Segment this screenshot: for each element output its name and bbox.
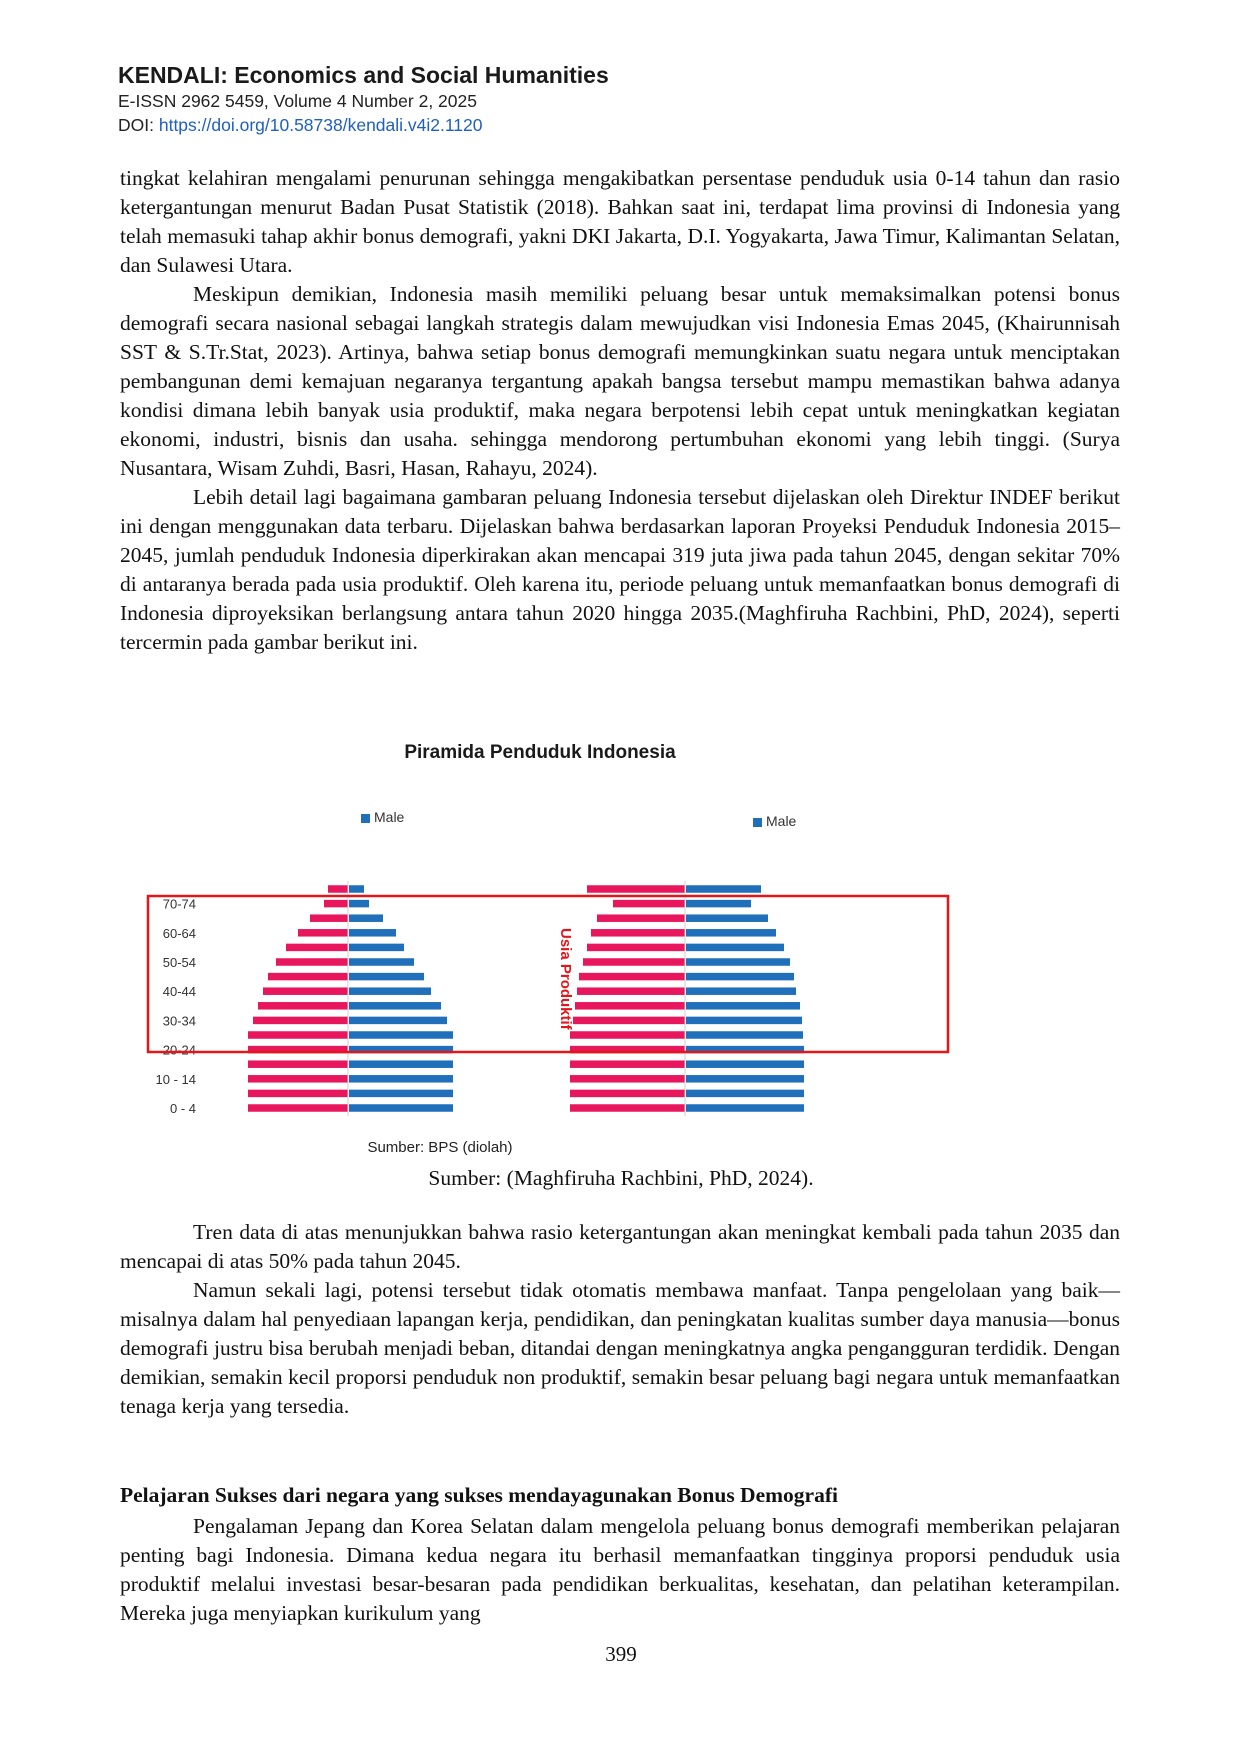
doi-label: DOI: [118,115,159,135]
bar-female-right-0-4 [570,1104,685,1112]
y-tick-label: 70-74 [162,896,196,912]
bar-female-right-30-34 [573,1017,685,1025]
bar-male-left-75+ [349,885,364,893]
paragraph: Tren data di atas menunjukkan bahwa rasio ketergantungan akan meningkat kembali pada tahun 2035 dan mencapai di atas 50% pada tahun 2045. [120,1220,1120,1273]
bar-female-right-45-49 [579,973,685,981]
bar-male-left-10-14 [349,1075,453,1083]
doi-link[interactable]: https://doi.org/10.58738/kendali.v4i2.1120 [158,115,483,135]
bar-female-left-65-69 [310,914,348,922]
bar-male-right-60-64 [686,929,776,937]
y-tick-label: 50-54 [162,955,196,970]
figure-caption: Sumber: (Maghfiruha Rachbini, PhD, 2024). [428,1166,814,1190]
bar-female-left-70-74 [324,900,348,908]
bar-male-left-0-4 [349,1104,453,1112]
bar-female-right-10-14 [570,1075,685,1083]
bar-female-right-35-39 [575,1002,685,1010]
bar-male-left-70-74 [349,900,369,908]
bar-male-left-60-64 [349,929,396,937]
bar-male-right-25-29 [686,1031,803,1039]
legend-swatch-right [753,818,762,827]
bar-female-left-5-9 [248,1090,348,1098]
bar-male-left-45-49 [349,973,424,981]
y-tick-label: 40-44 [162,984,196,1000]
bar-male-right-70-74 [686,900,751,908]
body-text-top [120,164,1120,657]
paragraph: Meskipun demikian, Indonesia masih memiliki peluang besar untuk memaksimalkan potensi bonus demografi secara nasional sebagai langkah strategis dalam mewujudkan visi Indonesia Emas 2045, (Khairunnisah SST & S.Tr.Stat, 2023). Artinya, bahwa setiap bonus demografi memungkinkan suatu negara untuk menciptakan pembangunan demi kemajuan negaranya tergantung apakah bangsa tersebut mampu memastikan bahwa adanya kondisi dimana lebih banyak usia produktif, maka negara berpotensi lebih cepat untuk meningkatkan kegiatan ekonomi, industri, bisnis dan usaha. sehingga mendorong pertumbuhan ekonomi yang lebih tinggi. (Surya Nusantara, Wisam Zuhdi, Basri, Hasan, Rahayu, 2024). [120,282,1120,480]
bar-female-left-75+ [328,885,348,893]
bar-female-left-50-54 [276,958,348,966]
legend-label-left: Male [374,809,405,825]
bar-male-right-10-14 [686,1075,804,1083]
paragraph: Lebih detail lagi bagaimana gambaran peluang Indonesia tersebut dijelaskan oleh Direktur INDEF berikut ini dengan menggunakan data terbaru. Dijelaskan bahwa berdasarkan laporan Proyeksi Penduduk Indonesia 2015–2045, jumlah penduduk Indonesia diperkirakan akan mencapai 319 juta jiwa pada tahun 2045, dengan sekitar 70% di antaranya berada pada usia produktif. Oleh karena itu, periode peluang untuk memanfaatkan bonus demografi di Indonesia diproyeksikan berlangsung antara tahun 2020 hingga 2035.(Maghfiruha Rachbini, PhD, 2024), seperti tercermin pada gambar berikut ini. [120,485,1120,654]
bar-female-right-15-19 [570,1060,685,1068]
population-pyramid-chart [120,730,1120,1180]
journal-header [118,62,609,137]
issn-line: E-ISSN 2962 5459, Volume 4 Number 2, 2025 [118,91,477,111]
bar-female-left-40-44 [263,987,348,995]
bar-male-right-0-4 [686,1104,804,1112]
bar-male-left-65-69 [349,914,383,922]
bar-female-right-70-74 [613,900,685,908]
bar-female-right-40-44 [577,987,685,995]
body-text-middle [120,1218,1120,1421]
y-tick-label: 60-64 [162,925,196,941]
bar-male-right-30-34 [686,1017,802,1025]
legend-label-right: Male [766,813,797,829]
pyramid-bars [248,881,804,1116]
y-tick-label: 10 - 14 [155,1071,196,1087]
bar-male-left-30-34 [349,1017,447,1025]
bar-female-left-30-34 [253,1017,348,1025]
page-number: 399 [605,1642,637,1666]
bar-female-right-50-54 [583,958,685,966]
bar-male-right-65-69 [686,914,768,922]
bar-female-left-0-4 [248,1104,348,1112]
bar-male-left-5-9 [349,1090,453,1098]
bar-male-right-35-39 [686,1002,800,1010]
productive-age-label: Usia Produktif [557,928,574,1030]
y-axis-tick-labels [156,897,196,1116]
bar-male-left-35-39 [349,1002,441,1010]
bar-male-left-55-59 [349,944,404,952]
chart-title: Piramida Penduduk Indonesia [404,742,676,763]
bar-female-right-60-64 [591,929,685,937]
doi-line [118,113,609,137]
y-tick-label: 30-34 [162,1013,196,1029]
bar-female-left-25-29 [248,1031,348,1039]
chart-source-note: Sumber: BPS (diolah) [367,1139,513,1156]
y-tick-label: 0 - 4 [169,1101,196,1116]
legend-swatch-left [361,814,370,823]
bar-male-right-45-49 [686,973,794,981]
bar-female-left-60-64 [298,929,348,937]
body-text-bottom [120,1512,1120,1628]
bar-male-left-25-29 [349,1031,453,1039]
bar-male-right-15-19 [686,1060,804,1068]
bar-female-left-35-39 [258,1002,348,1010]
y-tick-label: 20-24 [162,1042,196,1058]
bar-male-right-75+ [686,885,761,893]
bar-female-right-55-59 [587,944,685,952]
bar-female-right-65-69 [597,914,685,922]
paragraph: tingkat kelahiran mengalami penurunan sehingga mengakibatkan persentase penduduk usia 0-14 tahun dan rasio ketergantungan menurut Badan Pusat Statistik (2018). Bahkan saat ini, terdapat lima provinsi di Indonesia yang telah memasuki tahap akhir bonus demografi, yakni DKI Jakarta, D.I. Yogyakarta, Jawa Timur, Kalimantan Selatan, dan Sulawesi Utara. [120,166,1120,277]
paragraph: Namun sekali lagi, potensi tersebut tidak otomatis membawa manfaat. Tanpa pengelolaan yang baik—misalnya dalam hal penyediaan lapangan kerja, pendidikan, dan peningkatan kualitas sumber daya manusia—bonus demografi justru bisa berubah menjadi beban, ditandai dengan meningkatnya angka pengangguran terdidik. Dengan demikian, semakin kecil proporsi penduduk non produktif, semakin besar peluang bagi negara untuk memanfaatkan tenaga kerja yang tersedia. [120,1278,1120,1418]
bar-male-right-5-9 [686,1090,804,1098]
bar-female-left-55-59 [286,944,348,952]
bar-male-right-40-44 [686,987,796,995]
bar-male-left-40-44 [349,987,431,995]
bar-female-right-75+ [587,885,685,893]
bar-female-left-45-49 [268,973,348,981]
bar-female-right-25-29 [570,1031,685,1039]
bar-female-left-10-14 [248,1075,348,1083]
journal-title: KENDALI: Economics and Social Humanities [118,62,609,88]
bar-female-right-5-9 [570,1090,685,1098]
bar-male-right-50-54 [686,958,790,966]
paragraph: Pengalaman Jepang dan Korea Selatan dalam mengelola peluang bonus demografi memberikan pelajaran penting bagi Indonesia. Dimana kedua negara itu berhasil memanfaatkan tingginya proporsi penduduk usia produktif melalui investasi besar-besaran pada pendidikan berkualitas, kesehatan, dan pelatihan keterampilan. Mereka juga menyiapkan kurikulum yang [120,1514,1120,1625]
bar-male-left-15-19 [349,1060,453,1068]
bar-male-right-55-59 [686,944,784,952]
bar-male-left-50-54 [349,958,414,966]
bar-female-left-15-19 [248,1060,348,1068]
section-heading: Pelajaran Sukses dari negara yang sukses mendayagunakan Bonus Demografi [120,1483,838,1507]
